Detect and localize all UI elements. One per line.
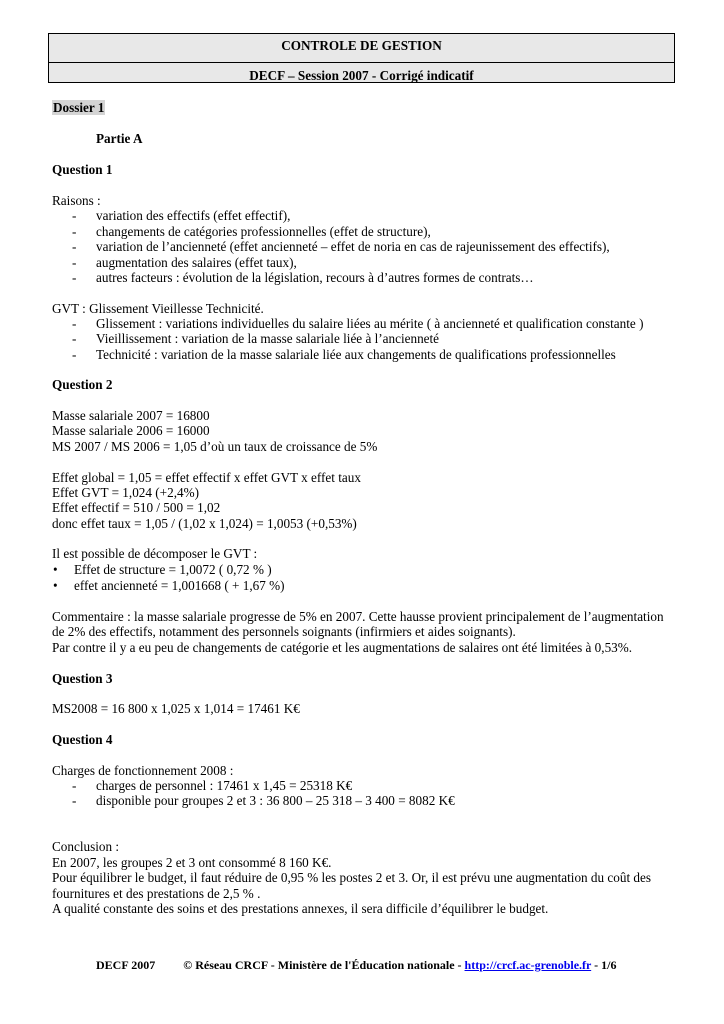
list-item: variation des effectifs (effet effectif), bbox=[96, 208, 291, 223]
list-dash: - bbox=[72, 793, 77, 808]
text-line: Masse salariale 2006 = 16000 bbox=[52, 423, 210, 438]
list-item: effet ancienneté = 1,001668 ( + 1,67 %) bbox=[74, 578, 285, 593]
text-line: MS 2007 / MS 2006 = 1,05 d’où un taux de croissance de 5% bbox=[52, 439, 378, 454]
gvt-label: GVT : Glissement Vieillesse Technicité. bbox=[52, 301, 264, 316]
list-dash: - bbox=[72, 239, 77, 254]
text-line: Effet global = 1,05 = effet effectif x effet GVT x effet taux bbox=[52, 470, 361, 485]
list-dash: - bbox=[72, 778, 77, 793]
list-item: variation de l’ancienneté (effet ancienneté – effet de noria en cas de rajeunissement des effectifs), bbox=[96, 239, 610, 254]
decompose-label: Il est possible de décomposer le GVT : bbox=[52, 546, 258, 561]
text-line: Commentaire : la masse salariale progresse de 5% en 2007. Cette hausse provient principalement de l’augmentation bbox=[52, 609, 664, 624]
dossier-heading: Dossier 1 bbox=[53, 100, 105, 115]
list-item: autres facteurs : évolution de la législation, recours à d’autres formes de contrats… bbox=[96, 270, 534, 285]
text-line: donc effet taux = 1,05 / (1,02 x 1,024) = 1,0053 (+0,53%) bbox=[52, 516, 357, 531]
bullet-icon: • bbox=[53, 562, 58, 577]
text-line: Conclusion : bbox=[52, 839, 120, 854]
header-divider bbox=[49, 62, 674, 63]
bullet-icon: • bbox=[53, 578, 58, 593]
footer bbox=[96, 958, 617, 973]
list-item: augmentation des salaires (effet taux), bbox=[96, 255, 297, 270]
list-dash: - bbox=[72, 331, 77, 346]
header-box bbox=[48, 33, 675, 83]
list-item: changements de catégories professionnelles (effet de structure), bbox=[96, 224, 431, 239]
question-3-title: Question 3 bbox=[52, 671, 113, 686]
list-item: Vieillissement : variation de la masse salariale liée à l’ancienneté bbox=[96, 331, 440, 346]
text-line: Effet GVT = 1,024 (+2,4%) bbox=[52, 485, 199, 500]
list-item: disponible pour groupes 2 et 3 : 36 800 – 25 318 – 3 400 = 8082 K€ bbox=[96, 793, 455, 808]
text-line: de 2% des effectifs, notamment des personnels soignants (infirmiers et aides soignants). bbox=[52, 624, 516, 639]
list-item: Glissement : variations individuelles du salaire liées au mérite ( à ancienneté et qualification constante ) bbox=[96, 316, 644, 331]
footer-page-number: - 1/6 bbox=[594, 958, 617, 972]
charges-label: Charges de fonctionnement 2008 : bbox=[52, 763, 234, 778]
list-item: charges de personnel : 17461 x 1,45 = 25318 K€ bbox=[96, 778, 353, 793]
list-item: Effet de structure = 1,0072 ( 0,72 % ) bbox=[74, 562, 272, 577]
list-dash: - bbox=[72, 316, 77, 331]
list-item: Technicité : variation de la masse salariale liée aux changements de qualifications professionnelles bbox=[96, 347, 616, 362]
text-line: Pour équilibrer le budget, il faut réduire de 0,95 % les postes 2 et 3. Or, il est prévu une augmentation du coût des bbox=[52, 870, 651, 885]
partie-heading: Partie A bbox=[96, 131, 143, 146]
question-1-title: Question 1 bbox=[52, 162, 113, 177]
text-line: Masse salariale 2007 = 16800 bbox=[52, 408, 210, 423]
question-2-title: Question 2 bbox=[52, 377, 113, 392]
text-line: A qualité constante des soins et des prestations annexes, il sera difficile d’équilibrer le budget. bbox=[52, 901, 549, 916]
list-dash: - bbox=[72, 208, 77, 223]
footer-link[interactable]: http://crcf.ac-grenoble.fr bbox=[464, 958, 592, 972]
list-dash: - bbox=[72, 224, 77, 239]
text-line: MS2008 = 16 800 x 1,025 x 1,014 = 17461 K€ bbox=[52, 701, 300, 716]
text-line: fournitures et des prestations de 2,5 % . bbox=[52, 886, 261, 901]
document-title: CONTROLE DE GESTION bbox=[281, 38, 442, 53]
footer-left: DECF 2007 bbox=[96, 958, 156, 972]
question-4-title: Question 4 bbox=[52, 732, 113, 747]
raisons-label: Raisons : bbox=[52, 193, 101, 208]
document-subtitle: DECF – Session 2007 - Corrigé indicatif bbox=[249, 68, 474, 83]
list-dash: - bbox=[72, 270, 77, 285]
list-dash: - bbox=[72, 347, 77, 362]
footer-copyright: © Réseau CRCF - Ministère de l'Éducation nationale - bbox=[183, 958, 462, 972]
text-line: En 2007, les groupes 2 et 3 ont consommé 8 160 K€. bbox=[52, 855, 332, 870]
text-line: Effet effectif = 510 / 500 = 1,02 bbox=[52, 500, 221, 515]
text-line: Par contre il y a eu peu de changements de catégorie et les augmentations de salaires ont été limitées à 0,53%. bbox=[52, 640, 633, 655]
list-dash: - bbox=[72, 255, 77, 270]
